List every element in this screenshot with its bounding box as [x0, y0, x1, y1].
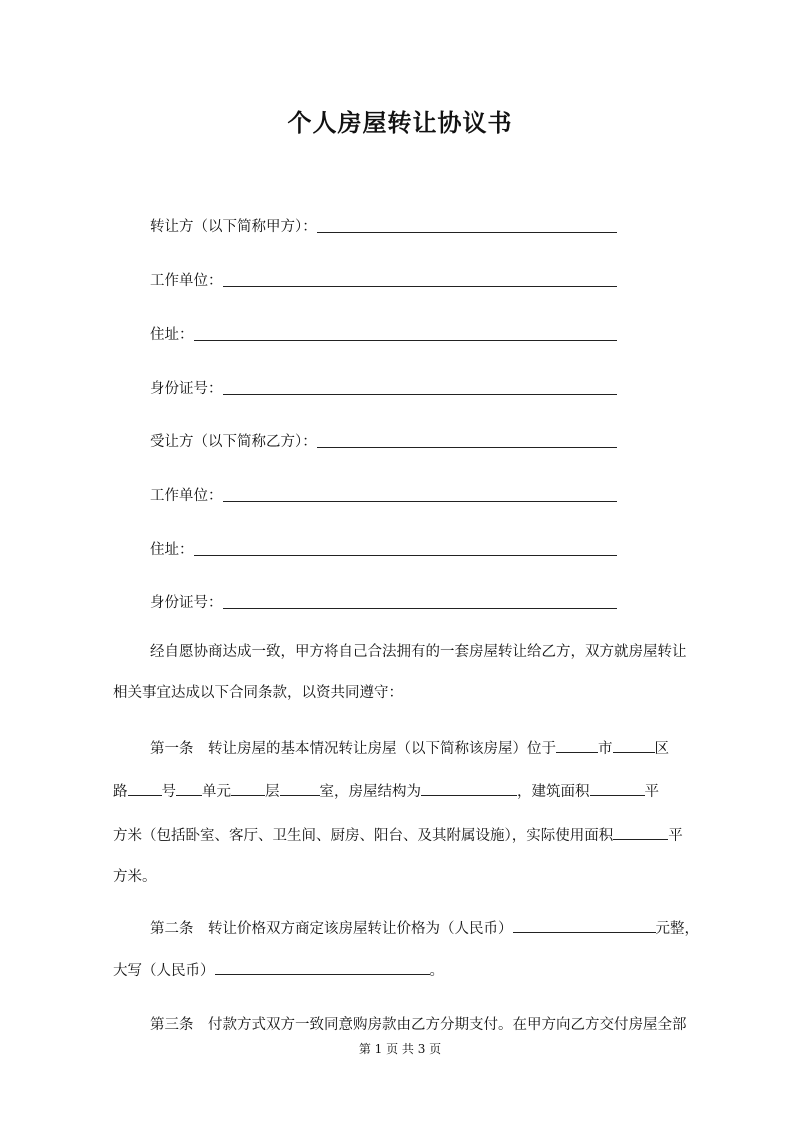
blank-price[interactable] [513, 918, 656, 933]
intro-line-2: 相关事宜达成以下合同条款，以资共同遵守： [113, 685, 403, 701]
article-1-text: 层 [265, 784, 280, 800]
article-1-text: ，建筑面积 [517, 784, 590, 800]
page-footer: 第 1 页 共 3 页 [358, 1042, 442, 1056]
blank-number[interactable] [176, 781, 202, 796]
blank-unit[interactable] [231, 781, 265, 796]
document-title: 个人房屋转让协议书 [287, 108, 513, 137]
article-2-line-1 [150, 918, 699, 939]
blank-road[interactable] [128, 781, 162, 796]
article-1-text: 方米（包括卧室、客厅、卫生间、厨房、阳台、及其附属设施），实际使用面积 [113, 828, 614, 844]
article-1-text: 平 [668, 828, 683, 844]
fill-line[interactable] [317, 231, 617, 233]
blank-floor-area[interactable] [590, 781, 645, 796]
article-2-line-2 [113, 960, 683, 981]
field-transferee[interactable] [150, 429, 617, 451]
article-3-line-1: 第三条 付款方式双方一致同意购房款由乙方分期支付。在甲方向乙方交付房屋全部 [150, 1017, 687, 1033]
article-1-text: 区 [654, 741, 669, 757]
field-work-unit-a[interactable] [150, 268, 617, 290]
field-label: 身份证号： [150, 595, 223, 611]
field-label: 住址： [150, 542, 194, 558]
field-id-a[interactable] [150, 376, 617, 398]
fill-line[interactable] [223, 607, 618, 609]
field-address-a[interactable] [150, 322, 617, 344]
fill-line[interactable] [223, 285, 618, 287]
article-1-text: 路 [113, 784, 128, 800]
field-label: 住址： [150, 327, 194, 343]
article-1-text: 市 [598, 741, 613, 757]
field-label: 转让方（以下简称甲方）： [150, 219, 317, 235]
intro-line-1: 经自愿协商达成一致，甲方将自己合法拥有的一套房屋转让给乙方，双方就房屋转让 [150, 644, 687, 660]
article-2-text: 元整， [655, 921, 699, 937]
blank-floor[interactable] [280, 781, 320, 796]
article-2-text: 。 [429, 963, 444, 979]
field-address-b[interactable] [150, 537, 617, 559]
fill-line[interactable] [223, 393, 618, 395]
blank-structure[interactable] [421, 781, 517, 796]
field-label: 身份证号： [150, 381, 223, 397]
blank-city[interactable] [556, 738, 598, 753]
fill-line[interactable] [223, 500, 618, 502]
article-1-text: 号 [161, 784, 176, 800]
article-2-text: 大写（人民币） [113, 963, 215, 979]
article-1-line-4: 方米。 [113, 869, 157, 885]
article-1-text: 第一条 转让房屋的基本情况转让房屋（以下简称该房屋）位于 [150, 741, 556, 757]
article-1-text: 平 [644, 784, 659, 800]
blank-usable-area[interactable] [613, 825, 668, 840]
article-1-text: 室，房屋结构为 [319, 784, 421, 800]
fill-line[interactable] [194, 339, 618, 341]
article-1-line-3 [113, 825, 683, 846]
blank-price-capital[interactable] [215, 960, 430, 975]
article-1-line-2 [113, 781, 683, 802]
field-work-unit-b[interactable] [150, 483, 617, 505]
blank-district[interactable] [613, 738, 655, 753]
field-label: 工作单位： [150, 488, 223, 504]
fill-line[interactable] [317, 446, 617, 448]
article-1-text: 单元 [202, 784, 231, 800]
field-label: 工作单位： [150, 273, 223, 289]
article-2-text: 第二条 转让价格双方商定该房屋转让价格为（人民币） [150, 921, 513, 937]
article-1-line-1 [150, 738, 690, 759]
field-id-b[interactable] [150, 590, 617, 612]
fill-line[interactable] [194, 554, 618, 556]
field-transferor[interactable] [150, 214, 617, 236]
field-label: 受让方（以下简称乙方）： [150, 434, 317, 450]
